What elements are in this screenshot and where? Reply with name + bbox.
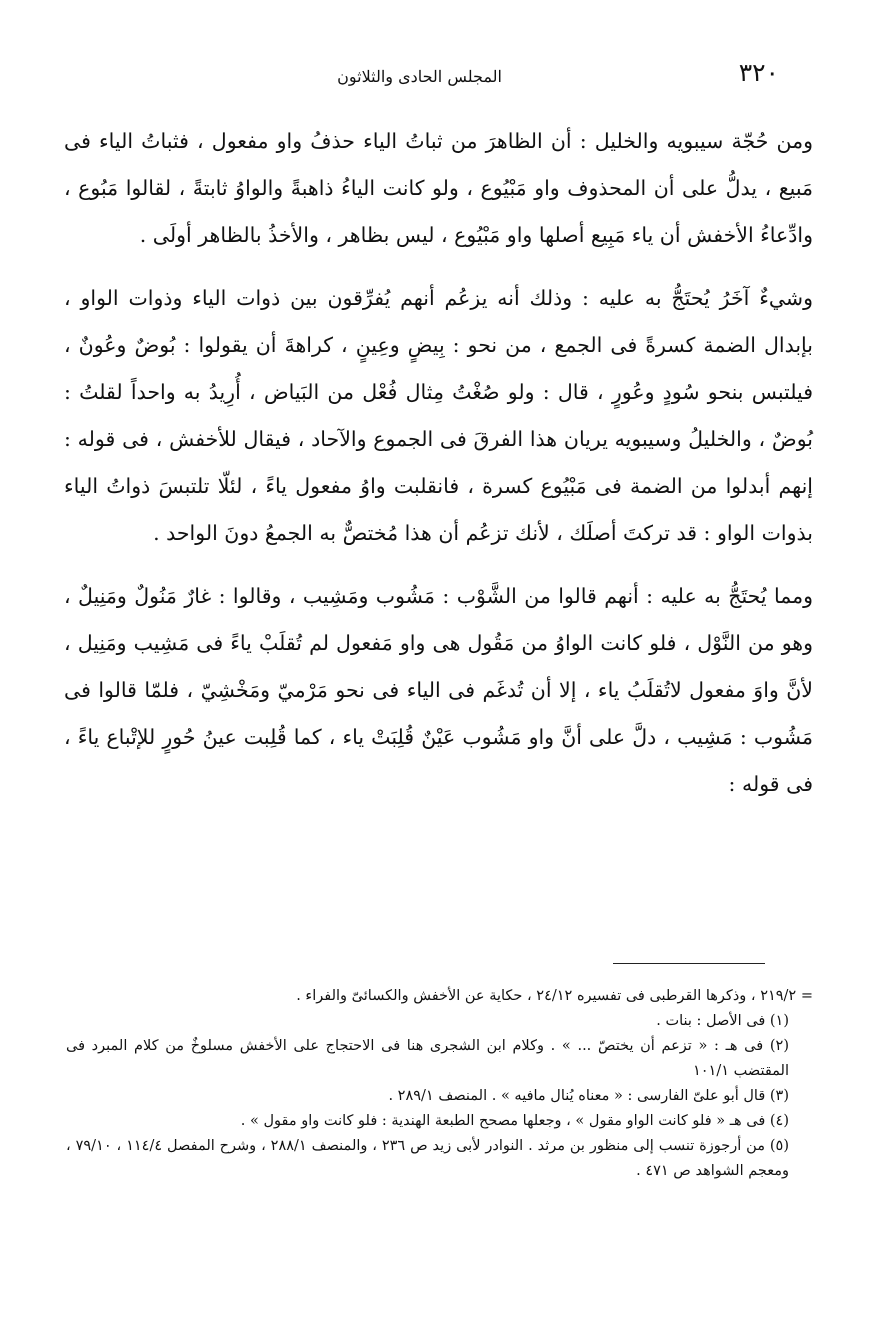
footnote: (٢) فى هـ : « تزعم أن يختصّ ... » . وكلام ابن الشجرى هنا فى الاحتجاج على الأخفش مسلوخٌ من كلام المبرد فى المقتضب ١٠١/١ [66, 1038, 789, 1079]
running-title: المجلس الحادى والثلاثون [337, 66, 502, 86]
page-number: ٣٢٠ [738, 58, 779, 87]
footnote: (٥) من أرجوزة تنسب إلى منظور بن مرثد . النوادر لأبى زيد ص ٢٣٦ ، والمنصف ٢٨٨/١ ، وشرح المفصل ١١٤/٤ ، ٧٩/١٠ ، ومعجم الشواهد ص ٤٧١ . [66, 1138, 789, 1179]
footnote: (١) فى الأصل : بنات . [656, 1013, 789, 1029]
page-header [60, 56, 779, 96]
main-text [64, 118, 813, 824]
footnote-continuation: = ٢١٩/٢ ، وذكرها القرطبى فى تفسيره ٢٤/١٢ ، حكاية عن الأخفش والكسائىّ والفراء . [296, 988, 813, 1004]
paragraph: ومما يُحتَجُّ به عليه : أنهم قالوا من الشَّوْب : مَشُوب ومَشِيب ، وقالوا : غارٌ مَنُولٌ ومَنِيلٌ ، وهو من النَّوْل ، فلو كانت الواوُ من مَقُول هى واو مَفعول لم تُقلَبْ ياءً فى مَشِيب ومَنِيل ، لأنَّ واوَ مفعول لاتُقلَبُ ياء ، إلا أن تُدغَم فى الياء فى نحو مَرْميّ ومَخْشِيّ ، فلمّا قالوا فى مَشُوب : مَشِيب ، دلَّ على أنَّ واو مَشُوب عَيْنٌ قُلِبَتْ ياء ، كما قُلِبت عينُ حُورٍ للإتْباع ياءً ، فى قوله : [64, 584, 813, 796]
footnote-divider [613, 963, 765, 964]
footnote: (٤) فى هـ « فلو كانت الواو مقول » ، وجعلها مصحح الطبعة الهندية : فلو كانت واو مقول » . [240, 1113, 789, 1129]
paragraph: وشيءٌ آخَرُ يُحتَجُّ به عليه : وذلك أنه يزعُم أنهم يُفرِّقون بين ذوات الياء وذوات الواو ، بإبدال الضمة كسرةً فى الجمع ، من نحو : بِيضٍ وعِينٍ ، كراهةَ أن يقولوا : بُوضٌ وعُونٌ ، فيلتبس بنحو سُودٍ وعُورٍ ، قال : ولو صُغْتُ مِثال فُعْل من البَياض ، أُرِيدُ به واحداً لقلتُ : بُوضٌ ، والخليلُ وسيبويه يريان هذا الفرقَ فى الجموع والآحاد ، فيقال للأخفش ، فى قوله : إنهم أبدلوا من الضمة فى مَبْيُوع كسرة ، فانقلبت واوُ مفعول ياءً ، لئلّا تلتبسَ ذواتُ الياء بذوات الواو : قد تركتَ أصلَك ، لأنك تزعُم أن هذا مُختصٌّ به الجمعُ دونَ الواحد . [64, 286, 813, 545]
paragraph: ومن حُجّة سيبويه والخليل : أن الظاهرَ من ثباتُ الياء حذفُ واو مفعول ، فثباتُ الياء فى مَبيع ، يدلُّ على أن المحذوف واو مَبْيُوع ، ولو كانت الياءُ ذاهبةً والواوُ ثابتةً ، لقالوا مَبُوع ، وادِّعاءُ الأخفش أن ياء مَبِيع أصلها واو مَبْيُوع ، ليس بظاهر ، والأخذُ بالظاهر أولَى . [64, 129, 813, 247]
footnote: (٣) قال أبو علىّ الفارسى : « معناه يُنال مافيه » . المنصف ٢٨٩/١ . [388, 1088, 789, 1104]
footnotes [66, 984, 813, 1184]
